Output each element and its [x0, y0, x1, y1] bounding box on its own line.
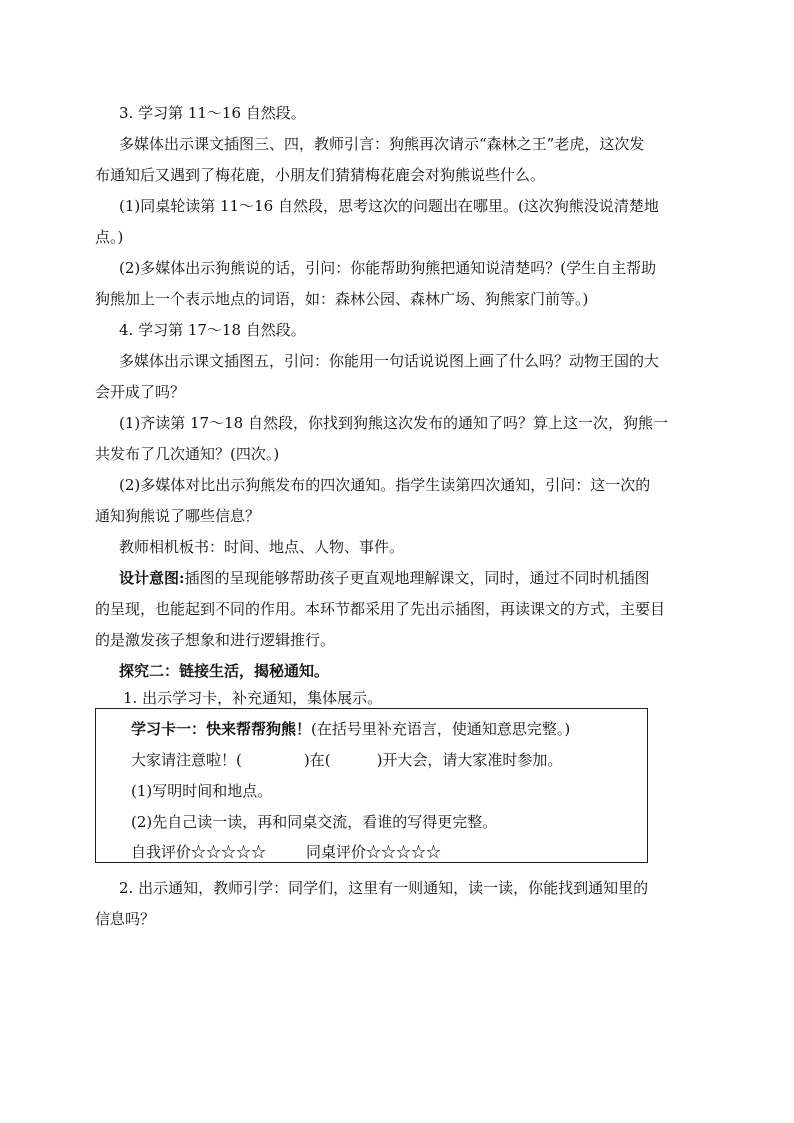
- card-item-2: (2)先自己读一读，再和同桌交流，看谁的写得更完整。: [131, 813, 498, 831]
- card-title-line: [131, 719, 570, 739]
- design-intent-text: 插图的呈现能够帮助孩子更直观地理解课文，同时，通过不同时机插图: [184, 569, 650, 587]
- paragraph-line: 信息吗？: [95, 910, 156, 928]
- notice-part-b: )在(: [303, 751, 331, 769]
- self-evaluation: 自我评价☆☆☆☆☆: [131, 843, 267, 861]
- step-1-heading: 1. 出示学习卡，补充通知，集体展示。: [123, 689, 383, 707]
- section-heading: 探究二：链接生活，揭秘通知。: [119, 662, 330, 680]
- study-card: [95, 708, 648, 863]
- paragraph-line: 通知狗熊说了哪些信息？: [95, 507, 261, 525]
- paragraph-line: 布通知后又遇到了梅花鹿，小朋友们猜猜梅花鹿会对狗熊说些什么。: [95, 166, 546, 184]
- notice-part-a: 大家请注意啦！(: [131, 751, 242, 769]
- card-title-note: (在括号里补充语言，使通知意思完整。): [311, 720, 571, 738]
- design-intent-label: 设计意图:: [119, 569, 185, 587]
- notice-part-c: )开大会，请大家准时参加。: [376, 751, 563, 769]
- step-3-heading: 3. 学习第 11～16 自然段。: [119, 104, 306, 122]
- paragraph-line: 多媒体出示课文插图三、四，教师引言：狗熊再次请示“森林之王”老虎，这次发: [119, 135, 645, 153]
- card-item-1: (1)写明时间和地点。: [131, 782, 273, 800]
- design-intent-line: [119, 568, 650, 588]
- card-title: 学习卡一：快来帮帮狗熊！: [131, 720, 312, 738]
- paragraph-line: 狗熊加上一个表示地点的词语，如：森林公园、森林广场、狗熊家门前等。): [95, 290, 589, 308]
- paragraph-line: 多媒体出示课文插图五，引问：你能用一句话说说图上画了什么吗？动物王国的大: [119, 352, 660, 370]
- peer-evaluation: 同桌评价☆☆☆☆☆: [306, 843, 442, 861]
- paragraph-line: 会开成了吗？: [95, 383, 186, 401]
- step-4-heading: 4. 学习第 17～18 自然段。: [119, 321, 306, 339]
- paragraph-line: 共发布了几次通知？(四次。): [95, 445, 280, 463]
- paragraph-line: (2)多媒体出示狗熊说的话，引问：你能帮助狗熊把通知说清楚吗？(学生自主帮助: [119, 259, 657, 277]
- paragraph-line: 2. 出示通知，教师引学：同学们，这里有一则通知，读一读，你能找到通知里的: [119, 879, 649, 897]
- paragraph-line: (1)同桌轮读第 11～16 自然段，思考这次的问题出在哪里。(这次狗熊没说清楚地: [119, 197, 659, 215]
- blackboard-note: 教师相机板书：时间、地点、人物、事件。: [119, 538, 405, 556]
- paragraph-line: 点。): [95, 228, 124, 246]
- paragraph-line: (2)多媒体对比出示狗熊发布的四次通知。指学生读第四次通知，引问：这一次的: [119, 476, 651, 494]
- paragraph-line: 的是激发孩子想象和进行逻辑推行。: [95, 631, 336, 649]
- notice-fill-line: [131, 750, 562, 770]
- paragraph-line: (1)齐读第 17～18 自然段，你找到狗熊这次发布的通知了吗？算上这一次，狗熊一: [119, 414, 668, 432]
- paragraph-line: 的呈现，也能起到不同的作用。本环节都采用了先出示插图，再读课文的方式，主要目: [95, 600, 666, 618]
